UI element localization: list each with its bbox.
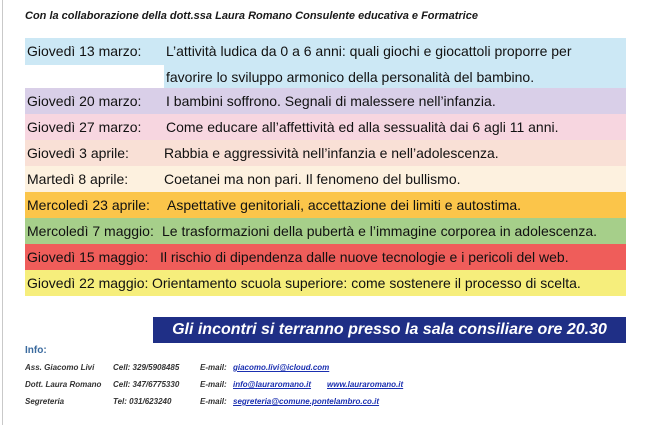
contact-name: Dott. Laura Romano	[25, 380, 102, 389]
event-topic: Orientamento scuola superiore: come sostenere il processo di scelta.	[152, 275, 581, 291]
event-topic: Rabbia e aggressività nell’infanzia e nell’adolescenza.	[164, 145, 499, 161]
event-topic: L’attività ludica da 0 a 6 anni: quali giochi e giocattoli proporre per	[166, 43, 572, 59]
date-column-gap	[25, 65, 164, 88]
contact-email-label: E-mail:	[200, 363, 227, 372]
contact-email-link[interactable]: segreteria@comune.pontelambro.co.it	[233, 397, 380, 406]
event-date: Giovedì 13 marzo:	[27, 43, 142, 59]
left-border-line	[2, 0, 3, 425]
event-date: Giovedì 15 maggio:	[27, 249, 149, 265]
contact-email-link[interactable]: giacomo.livi@icloud.com	[233, 363, 330, 372]
contact-phone: Tel: 031/623240	[113, 397, 172, 406]
event-date: Mercoledì 7 maggio:	[27, 223, 154, 239]
contact-email-link[interactable]: info@lauraromano.it	[233, 380, 312, 389]
event-topic: Coetanei ma non pari. Il fenomeno del bullismo.	[164, 171, 461, 187]
schedule-row	[25, 114, 626, 140]
contact-name: Ass. Giacomo Livi	[25, 363, 95, 372]
contact-cell: Cell: 329/5908485	[113, 363, 180, 372]
event-date: Martedì 8 aprile:	[27, 171, 129, 187]
event-date: Giovedì 3 aprile:	[27, 145, 129, 161]
event-schedule	[25, 38, 626, 296]
contact-email-label: E-mail:	[200, 380, 227, 389]
schedule-row	[25, 270, 626, 296]
schedule-row	[25, 166, 626, 192]
event-topic: Il rischio di dipendenza dalle nuove tecnologie e i pericoli del web.	[160, 249, 569, 265]
event-date: Giovedì 27 marzo:	[27, 119, 142, 135]
event-topic: Come educare all’affettività ed alla sessualità dai 6 agli 11 anni.	[166, 119, 559, 135]
venue-notice-banner: Gli incontri si terranno presso la sala consiliare ore 20.30	[153, 317, 626, 343]
event-topic: favorire lo sviluppo armonico della personalità del bambino.	[166, 69, 535, 85]
info-heading: Info:	[25, 345, 47, 356]
contact-email-label: E-mail:	[200, 397, 227, 406]
schedule-row	[25, 218, 626, 244]
contact-website-link[interactable]: www.lauraromano.it	[327, 380, 404, 389]
event-topic: I bambini soffrono. Segnali di malessere nell’infanzia.	[166, 93, 496, 109]
event-topic: Aspettative genitoriali, accettazione dei limiti e autostima.	[167, 197, 522, 213]
event-date: Mercoledì 23 aprile:	[27, 197, 150, 213]
schedule-row	[25, 38, 626, 88]
event-date: Giovedì 20 marzo:	[27, 93, 142, 109]
schedule-row	[25, 192, 626, 218]
contact-cell: Cell: 347/6775330	[113, 380, 180, 389]
event-topic: Le trasformazioni della pubertà e l’immagine corporea in adolescenza.	[162, 223, 598, 239]
event-date: Giovedì 22 maggio:	[27, 275, 149, 291]
schedule-row	[25, 140, 626, 166]
schedule-row	[25, 88, 626, 114]
collaboration-credit: Con la collaborazione della dott.ssa Laura Romano Consulente educativa e Formatrice	[25, 10, 478, 22]
schedule-row	[25, 244, 626, 270]
contact-name: Segreteria	[25, 397, 65, 406]
